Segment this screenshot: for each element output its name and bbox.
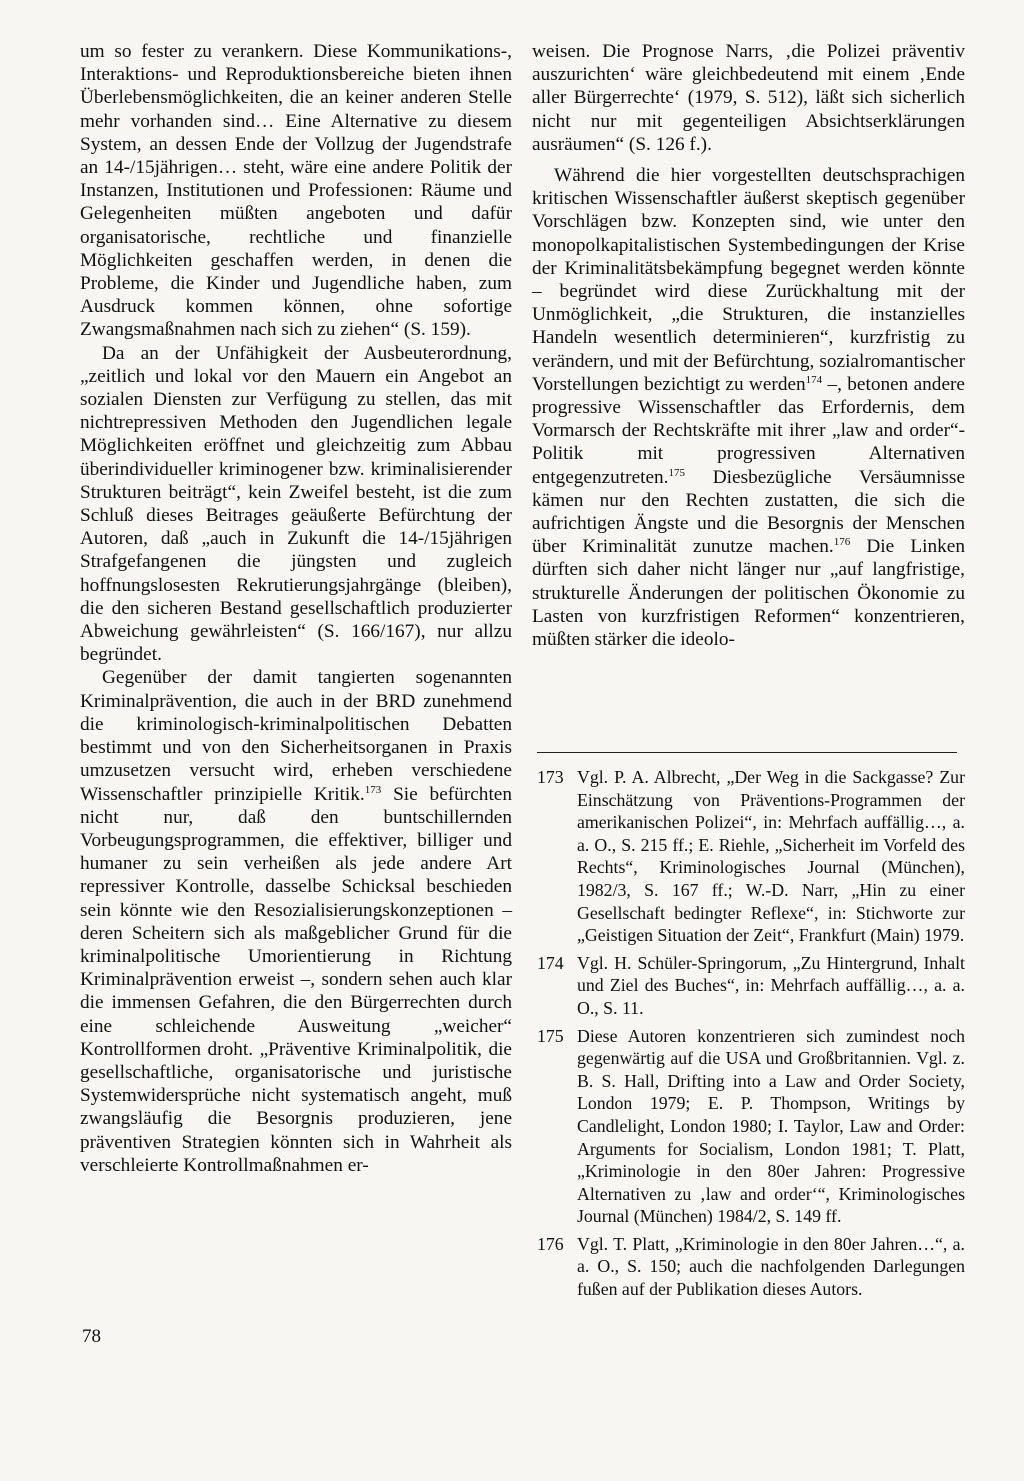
- paragraph-text: Gegenüber der damit tangierten sogenannten Kriminalprävention, die auch in der BRD zunehmend die kriminologisch-kriminalpolitischen Debatten bestimmt und von den Sicherheitsorganen in Praxis umzusetzen versucht wird, erheben verschiedene Wissenschaftler prinzipielle Kritik.: [80, 667, 512, 805]
- footnote-number: 176: [537, 1233, 564, 1254]
- footnote-number: 174: [537, 952, 564, 973]
- paragraph-text: Die Linken dürften sich daher nicht länger nur „auf langfristige, strukturelle Änderungen der politischen Ökonomie zu Lasten von kurzfristigen Reformen“ konzentrieren, müßten stärker die ideolo-: [532, 536, 965, 651]
- footnote-text: Vgl. P. A. Albrecht, „Der Weg in die Sackgasse? Zur Einschätzung von Präventions-Programmen der amerikanischen Polizei“, in: Mehrfach auffällig…, a. a. O., S. 215 ff.; E. Riehle, „Sicherheit im Vorfeld des Rechts“, Kriminologisches Journal (München), 1982/3, S. 167 ff.; W.-D. Narr, „Hin zu einer Gesellschaft bedingter Reflexe“, in: Stichworte zur „Geistigen Situation der Zeit“, Frankfurt (Main) 1979.: [577, 767, 965, 946]
- footnote-number: 173: [537, 767, 564, 787]
- footnote-reference[interactable]: 174: [805, 373, 823, 386]
- page-number: 78: [82, 1326, 101, 1347]
- footnote: [537, 1025, 965, 1228]
- left-text-column: [80, 40, 512, 1177]
- footnote-divider: [537, 752, 957, 753]
- paragraph-text: Während die hier vorgestellten deutschsprachigen kritischen Wissenschaftler äußerst skeptisch gegenüber Vorschlägen bzw. Konzepten sind, wie unter den monopolkapitalistischen Systembedingungen der Krise der Kriminalitätsbekämpfung begegnet werden könnte – begründet wird diese Zurückhaltung mit der Unmöglichkeit, „die Strukturen, die instanzielles Handeln wesentlich determinieren“, kurzfristig zu verändern, und mit der Befürchtung, sozialromantischer Vorstellungen bezichtigt zu werden: [532, 165, 965, 395]
- body-paragraph: [532, 164, 965, 651]
- footnote: [537, 1233, 965, 1301]
- paragraph-text: Diesbezügliche Versäumnisse kämen nur den Rechten zustatten, die sich die aufrichtigen Ängste und die Besorgnis der Menschen über Kriminalität zunutze machen.: [532, 466, 965, 558]
- paragraph-text: –, betonen andere progressive Wissenschaftler das Erfordernis, dem Vormarsch der Rechtskräfte mit ihrer „law and order“-Politik mit progressiven Alternativen entgegenzutreten.: [532, 373, 965, 488]
- footnote-text: Vgl. T. Platt, „Kriminologie in den 80er Jahren…“, a. a. O., S. 150; auch die nachfolgenden Darlegungen fußen auf der Publikation dieses Autors.: [577, 1233, 965, 1300]
- footnote-number: 175: [537, 1025, 564, 1046]
- footnote: [537, 952, 965, 1020]
- footnotes-section: [537, 766, 965, 1306]
- right-text-column: [532, 40, 965, 651]
- footnote-text: Diese Autoren konzentrieren sich zumindest noch gegenwärtig auf die USA und Großbritannien. Vgl. z. B. S. Hall, Drifting into a Law and Order Society, London 1979; E. P. Thompson, Writings by Candlelight, London 1980; I. Taylor, Law and Order: Arguments for Socialism, London 1981; T. Platt, „Kriminologie in den 80er Jahren: Progressive Alternativen zu ‚law and order‘“, Kriminologisches Journal (München) 1984/2, S. 149 ff.: [577, 1025, 965, 1227]
- footnote-reference[interactable]: 173: [364, 783, 382, 796]
- body-paragraph: Da an der Unfähigkeit der Ausbeuterordnung, „zeitlich und lokal vor den Mauern ein Angebot an sozialen Diensten zur Verfügung zu stellen, das mit nichtrepressiven Methoden den Jugendlichen legale Möglichkeiten eröffnet und gleichzeitig zum Abbau überindividueller kriminogener bzw. kriminalisierender Strukturen beiträgt“, kein Zweifel besteht, ist die zum Schluß dieses Beitrages geäußerte Befürchtung der Autoren, daß „auch in Zukunft die 14-/15jährigen Strafgefangenen die jüngsten und zugleich hoffnungslosesten Rekrutierungsjahrgänge (bleiben), die den sicheren Bestand gesellschaftlich produzierter Abweichung gewährleisten“ (S. 166/167), nur allzu begründet.: [80, 342, 512, 666]
- footnote: [537, 766, 965, 947]
- footnote-reference[interactable]: 175: [668, 466, 686, 479]
- footnote-reference[interactable]: 176: [833, 536, 851, 549]
- footnote-text: Vgl. H. Schüler-Springorum, „Zu Hintergrund, Inhalt und Ziel des Buches“, in: Mehrfach auffällig…, a. a. O., S. 11.: [577, 952, 965, 1018]
- body-paragraph: [80, 666, 512, 1176]
- body-paragraph: um so fester zu verankern. Diese Kommunikations-, Interaktions- und Reproduktionsbereiche bieten ihnen Überlebensmöglichkeiten, die an keiner anderen Stelle mehr vorhanden sind… Eine Alternative zu diesem System, an dessen Ende der Vollzug der Jugendstrafe an 14-/15jährigen… steht, wäre eine andere Politik der Instanzen, Institutionen und Professionen: Räume und Gelegenheiten müßten angeboten und dafür organisatorische, rechtliche und finanzielle Möglichkeiten geschaffen werden, in denen die Probleme, die Kinder und Jugendliche haben, zum Ausdruck kommen können, ohne sofortige Zwangsmaßnahmen nach sich zu ziehen“ (S. 159).: [80, 41, 512, 341]
- body-paragraph: weisen. Die Prognose Narrs, ‚die Polizei präventiv auszurichten‘ wäre gleichbedeutend mit einem ‚Ende aller Bürgerrechte‘ (1979, S. 512), läßt sich sicherlich nicht nur mit gegenteiligen Absichtserklärungen ausräumen“ (S. 126 f.).: [532, 41, 965, 155]
- paragraph-text: Sie befürchten nicht nur, daß den buntschillernden Vorbeugungsprogrammen, die effektiver, billiger und humaner zu sein verheißen als jede andere Art repressiver Kontrolle, dasselbe Schicksal beschieden sein könnte wie den Resozialisierungskonzeptionen – deren Scheitern sich als maßgeblicher Grund für die kriminalpolitische Umorientierung in Richtung Kriminalprävention erweist –, sondern sehen auch klar die immensen Gefahren, die den Bürgerrechten durch eine schleichende Ausweitung „weicher“ Kontrollformen droht. „Präventive Kriminalpolitik, die gesellschaftliche, organisatorische und juristische Systemwidersprüche nicht systematisch angeht, muß zwangsläufig die Besorgnis produzieren, jene präventiven Strategien könnten sich in Wahrheit als verschleierte Kontrollmaßnahmen er-: [80, 783, 512, 1176]
